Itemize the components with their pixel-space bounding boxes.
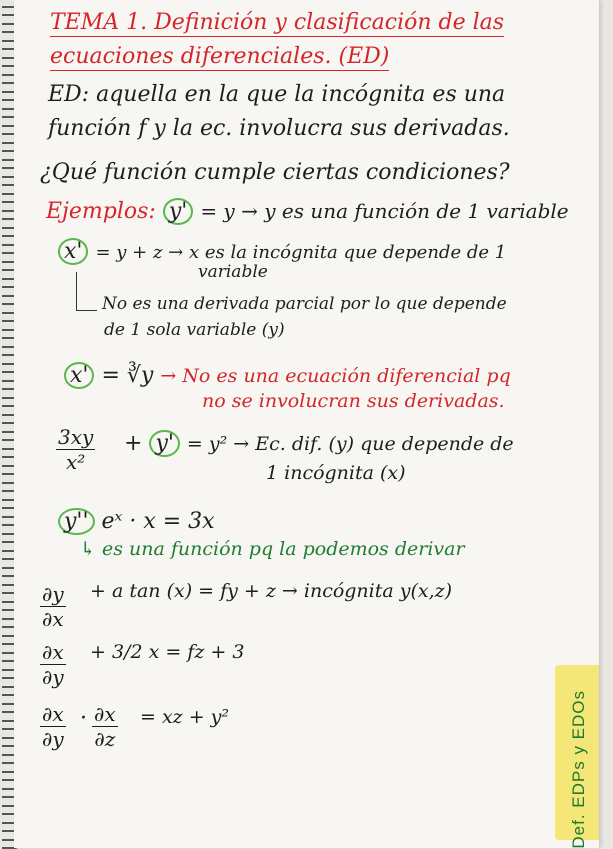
example-5-line: [58, 508, 215, 535]
circled-derivative-4: y': [149, 430, 179, 457]
example-2-note-2: de 1 sola variable (y): [104, 320, 285, 340]
dot-operator: ·: [80, 706, 87, 731]
partial-numerator-2: ∂x: [42, 640, 64, 664]
definition-line-1: ED: aquella en la que la incógnita es una: [48, 82, 506, 107]
example-5-text: eˣ · x = 3x: [101, 509, 215, 534]
partial-dy-dx: [40, 582, 66, 631]
green-arrow: ↳: [80, 538, 102, 560]
example-2-text: = y + z → x es la incógnita que depende de 1: [95, 242, 507, 263]
partial-denominator-1: ∂x: [42, 607, 64, 631]
question-line: ¿Qué función cumple ciertas condiciones?: [40, 160, 510, 185]
partial-dx-dy: [40, 640, 66, 689]
example-3-line: [64, 362, 511, 389]
pde-3-text: = xz + y²: [140, 706, 230, 728]
partial-denominator-2: ∂y: [41, 665, 64, 689]
title-line-2: [50, 44, 389, 69]
example-1-line: [46, 198, 569, 225]
circled-derivative-3: x': [64, 362, 94, 389]
partial-denominator-3b: ∂z: [94, 727, 116, 751]
fraction-denominator: x²: [66, 450, 86, 474]
example-3-note-1: → No es una ecuación diferencial pq: [160, 365, 511, 387]
definition-line-2: función f y la ec. involucra sus derivadas.: [48, 116, 510, 141]
example-2-cont: variable: [198, 262, 268, 282]
fraction-numerator: 3xy: [58, 425, 94, 449]
example-4-text: = y² → Ec. dif. (y) que depende de: [186, 433, 514, 455]
example-3-text: = ∛y: [101, 363, 154, 388]
example-5-note: [80, 538, 465, 560]
example-4-cont: 1 incógnita (x): [266, 462, 406, 484]
example-2-note-1: No es una derivada parcial por lo que depende: [102, 294, 507, 314]
fraction-3xy-x2: [56, 425, 95, 474]
partial-dx-dy-2: [40, 702, 66, 751]
partial-numerator-1: ∂y: [42, 582, 64, 606]
example-5-note-text: es una función pq la podemos derivar: [101, 538, 465, 560]
pde-1-text: + a tan (x) = fy + z → incógnita y(x,z): [90, 580, 453, 602]
plus-sign: +: [124, 431, 143, 456]
example-3-note-2: no se involucran sus derivadas.: [202, 390, 505, 412]
example-4-line: [124, 430, 514, 457]
example-1-text: = y → y es una función de 1 variable: [200, 199, 569, 223]
partial-denominator-3a: ∂y: [41, 727, 64, 751]
partial-numerator-3b: ∂x: [94, 702, 116, 726]
circled-derivative-1: y': [163, 198, 193, 225]
title-text-2: ecuaciones diferenciales. (ED): [50, 44, 390, 69]
title-text-1: TEMA 1. Definición y clasificación de las: [50, 10, 505, 35]
circled-derivative-2: x': [58, 238, 88, 265]
partial-dx-dz: [92, 702, 118, 751]
circled-derivative-5: y'': [58, 508, 95, 535]
examples-label: Ejemplos:: [46, 199, 156, 224]
partial-numerator-3a: ∂x: [42, 702, 64, 726]
title-line-1: [50, 10, 504, 35]
branch-arrow: [76, 272, 97, 311]
pde-2-text: + 3/2 x = fz + 3: [90, 641, 245, 663]
example-2-line: [58, 238, 506, 265]
sticky-tab-label: Def. EDPs y EDOs: [569, 690, 588, 849]
